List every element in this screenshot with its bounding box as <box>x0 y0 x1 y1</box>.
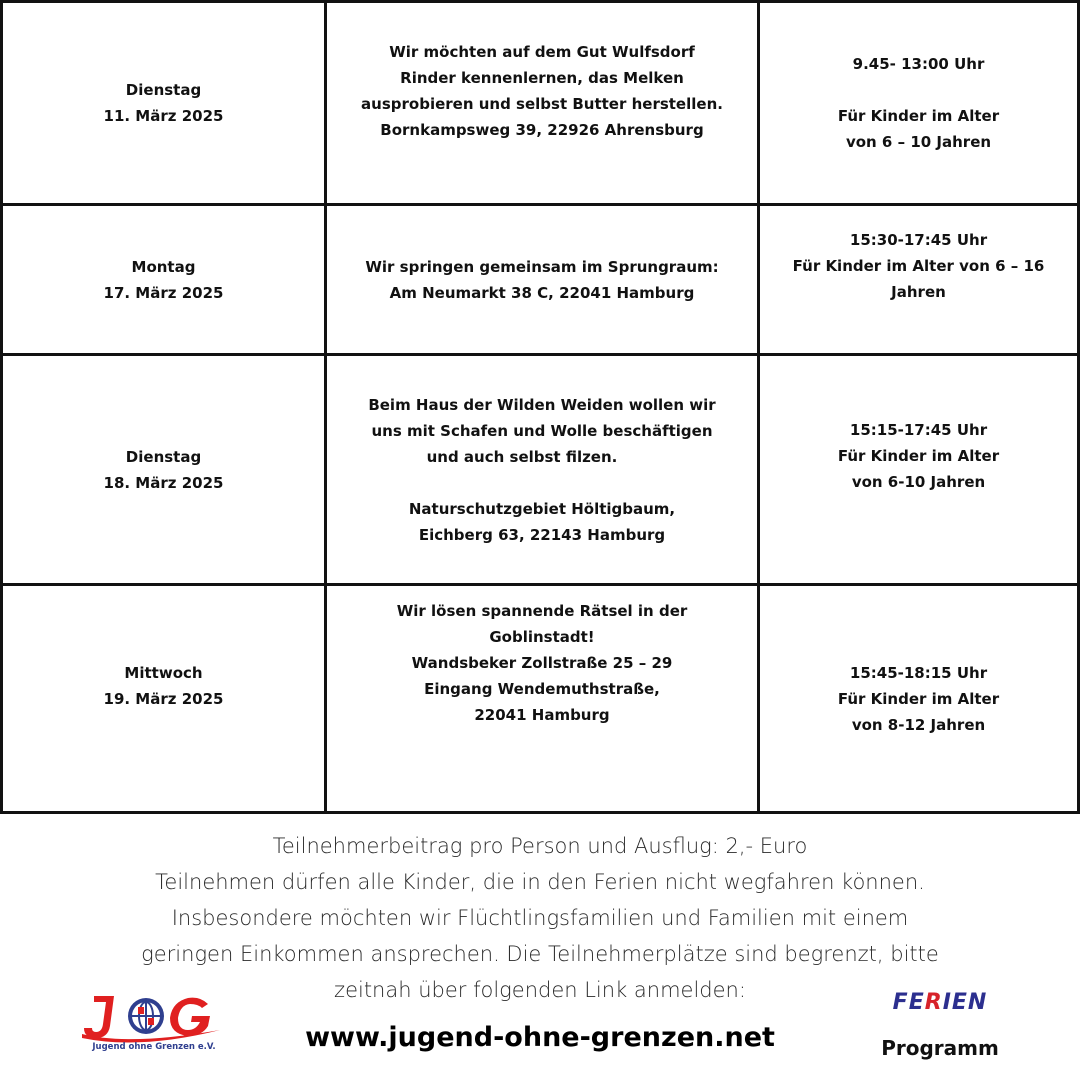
time-range: 9.45- 13:00 Uhr <box>852 55 985 73</box>
activity-line: ausprobieren und selbst Butter herstellen. <box>361 95 723 113</box>
age-line: Für Kinder im Alter <box>837 447 1000 465</box>
time-range: 15:30-17:45 Uhr <box>849 231 988 249</box>
date: 18. März 2025 <box>103 473 224 492</box>
ferien-wordmark <box>880 990 1000 1015</box>
date-cell <box>3 3 324 203</box>
info-line: geringen Einkommen ansprechen. Die Teilnehmerplätze sind begrenzt, bitte <box>141 942 939 966</box>
ferien-part-red: R <box>924 990 943 1015</box>
activity-address: Bornkampsweg 39, 22926 Ahrensburg <box>380 121 704 139</box>
time-cell <box>760 3 1077 203</box>
activity-cell <box>327 356 757 583</box>
info-line: zeitnah über folgenden Link anmelden: <box>334 978 746 1002</box>
activity-line: und auch selbst filzen. <box>426 447 618 466</box>
activity-line: uns mit Schafen und Wolle beschäftigen <box>371 421 713 440</box>
info-line: Teilnehmen dürfen alle Kinder, die in den Ferien nicht wegfahren können. <box>155 870 925 894</box>
info-line: Insbesondere möchten wir Flüchtlingsfamilien und Familien mit einem <box>171 906 909 930</box>
logo-letter-j <box>84 996 114 1038</box>
time-range: 15:45-18:15 Uhr <box>849 664 988 682</box>
activity-address: Wandsbeker Zollstraße 25 – 29 <box>411 654 673 672</box>
info-text <box>0 828 1080 1008</box>
date: 17. März 2025 <box>103 283 224 302</box>
date-cell <box>3 206 324 353</box>
date: 11. März 2025 <box>103 107 224 125</box>
logo-subtitle: Jugend ohne Grenzen e.V. <box>92 1042 216 1052</box>
time-range: 15:15-17:45 Uhr <box>849 421 988 439</box>
age-line: von 6 – 10 Jahren <box>845 133 992 151</box>
activity-line: Wir lösen spannende Rätsel in der <box>396 602 688 620</box>
globe-icon <box>128 998 164 1034</box>
activity-line: Goblinstadt! <box>489 628 595 646</box>
weekday: Montag <box>131 257 196 276</box>
activity-line: Wir möchten auf dem Gut Wulfsdorf <box>389 43 695 61</box>
date: 19. März 2025 <box>103 690 224 708</box>
age-line: Jahren <box>891 283 946 301</box>
activity-address: 22041 Hamburg <box>474 706 610 724</box>
website-link[interactable]: www.jugend-ohne-grenzen.net <box>305 1022 775 1053</box>
activity-line: Beim Haus der Wilden Weiden wollen wir <box>368 395 716 414</box>
fee-line: Teilnehmerbeitrag pro Person und Ausflug: 2,- Euro <box>272 834 808 858</box>
ferien-part: FE <box>892 990 925 1015</box>
date-cell <box>3 356 324 583</box>
activity-cell <box>327 206 757 353</box>
date-cell <box>3 586 324 786</box>
weekday: Mittwoch <box>124 664 203 682</box>
activity-address: Eingang Wendemuthstraße, <box>424 680 660 698</box>
weekday: Dienstag <box>125 81 202 99</box>
age-line: Für Kinder im Alter von 6 – 16 <box>792 257 1045 275</box>
activity-line: Wir springen gemeinsam im Sprungraum: <box>365 257 719 276</box>
time-cell <box>760 586 1077 812</box>
age-line: von 6-10 Jahren <box>851 473 986 491</box>
age-line: von 8-12 Jahren <box>851 716 986 734</box>
weekday: Dienstag <box>125 447 202 466</box>
programm-label: Programm <box>881 1036 999 1060</box>
time-cell <box>760 356 1077 556</box>
activity-cell <box>327 586 757 740</box>
activity-line: Rinder kennenlernen, das Melken <box>400 69 684 87</box>
logo-letter-g <box>170 998 210 1036</box>
activity-address: Naturschutzgebiet Höltigbaum, <box>408 499 676 518</box>
age-line: Für Kinder im Alter <box>837 107 1000 125</box>
activity-address: Am Neumarkt 38 C, 22041 Hamburg <box>389 283 695 302</box>
age-line: Für Kinder im Alter <box>837 690 1000 708</box>
ferien-part: IEN <box>942 990 988 1015</box>
activity-address: Eichberg 63, 22143 Hamburg <box>418 525 666 544</box>
time-cell <box>760 206 1077 326</box>
activity-cell <box>327 3 757 179</box>
